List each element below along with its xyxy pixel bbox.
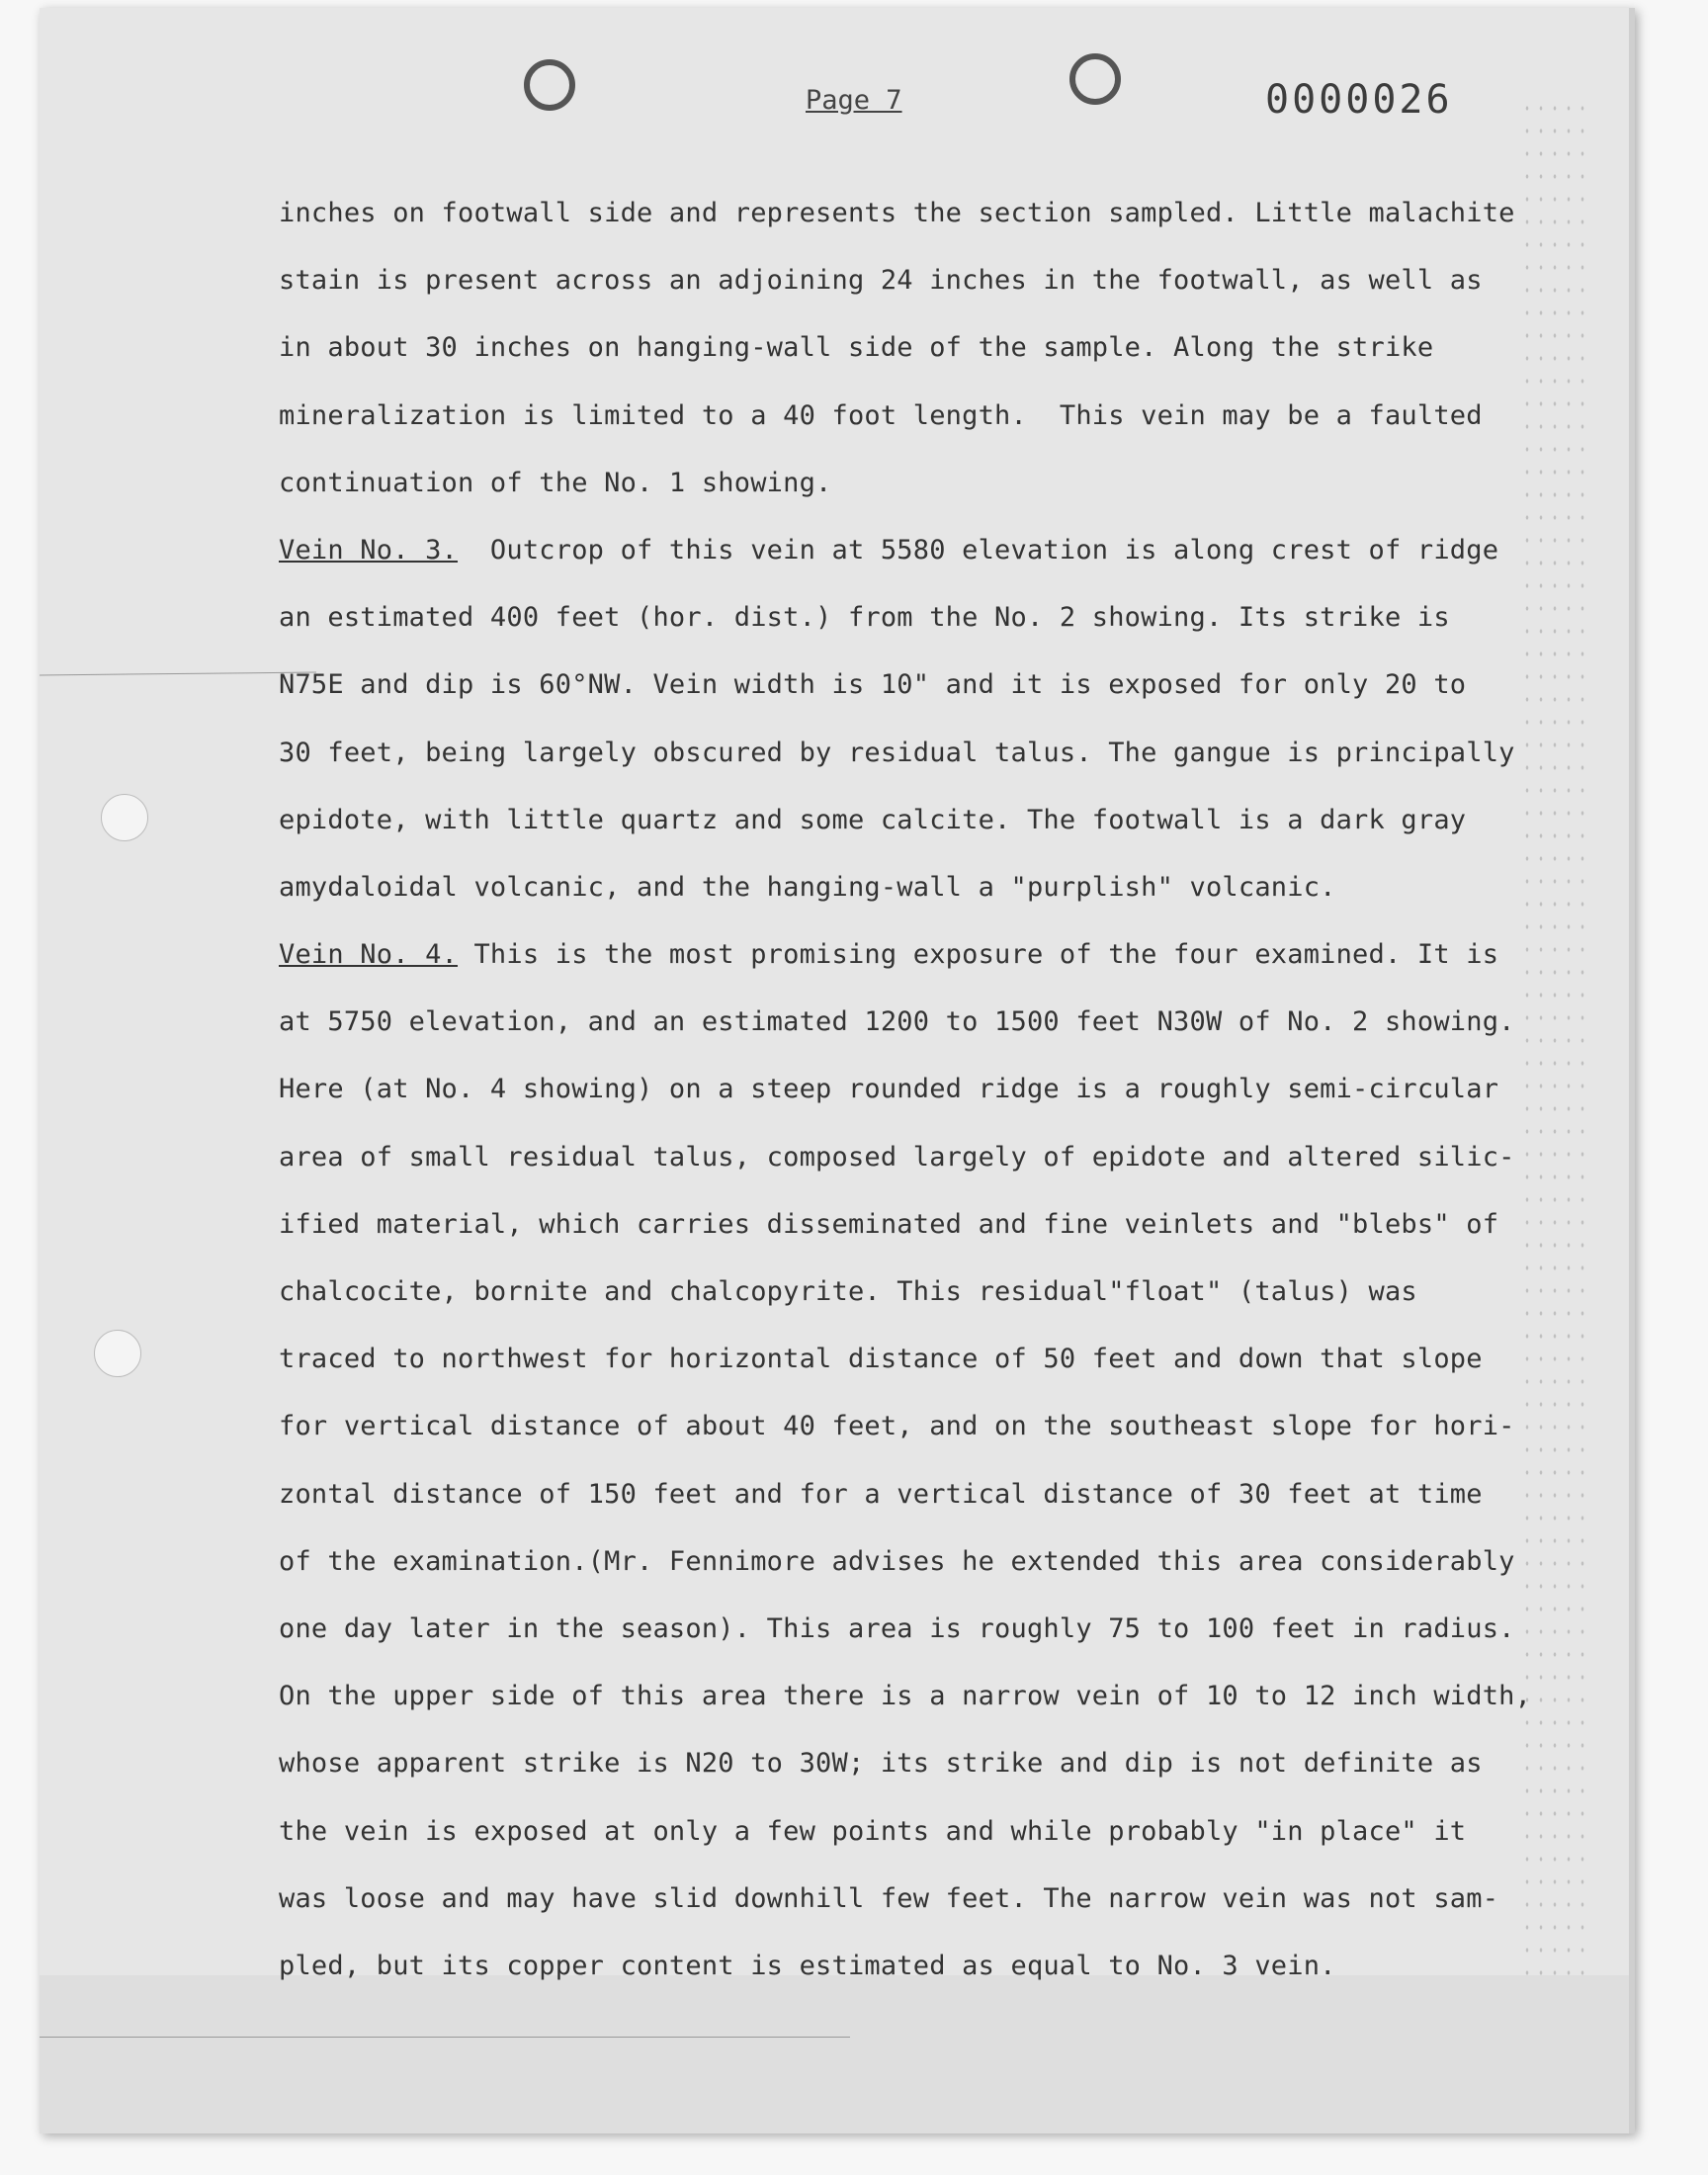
line-text: an estimated 400 feet (hor. dist.) from the No. 2 showing. Its strike is (279, 602, 1450, 634)
line-text: Outcrop of this vein at 5580 elevation is along crest of ridge (458, 534, 1499, 566)
line-text: N75E and dip is 60°NW. Vein width is 10" and it is exposed for only 20 to (279, 669, 1467, 701)
line-text: was loose and may have slid downhill few feet. The narrow vein was not sam- (279, 1882, 1499, 1914)
section-heading: Vein No. 3. (279, 534, 459, 566)
text-line (279, 652, 1593, 719)
line-text: one day later in the season). This area is roughly 75 to 100 feet in radius. (279, 1612, 1515, 1644)
line-text: pled, but its copper content is estimated as equal to No. 3 vein. (279, 1950, 1336, 1981)
line-text: stain is present across an adjoining 24 inches in the footwall, as well as (279, 265, 1483, 297)
line-text: On the upper side of this area there is a narrow vein of 10 to 12 inch width, (279, 1681, 1532, 1712)
text-line (279, 921, 1593, 989)
line-text: mineralization is limited to a 40 foot length. This vein may be a faulted (279, 399, 1483, 431)
text-line (279, 180, 1593, 247)
text-line (279, 247, 1593, 314)
text-line (279, 1326, 1593, 1393)
document-body (279, 180, 1593, 2000)
text-line (279, 1461, 1593, 1528)
text-line (279, 450, 1593, 517)
page-number: Page 7 (806, 85, 902, 116)
text-line (279, 1056, 1593, 1123)
line-text: in about 30 inches on hanging-wall side of the sample. Along the strike (279, 332, 1434, 364)
line-text: for vertical distance of about 40 feet, and on the southeast slope for hori- (279, 1411, 1515, 1442)
text-line (279, 1191, 1593, 1259)
text-line (279, 1730, 1593, 1797)
text-line (279, 854, 1593, 921)
line-text: Here (at No. 4 showing) on a steep rounded ridge is a roughly semi-circular (279, 1074, 1499, 1105)
line-text: of the examination.(Mr. Fennimore advises he extended this area considerably (279, 1545, 1515, 1577)
line-text: traced to northwest for horizontal distance of 50 feet and down that slope (279, 1344, 1483, 1375)
text-line (279, 314, 1593, 382)
text-line (279, 989, 1593, 1056)
line-text: zontal distance of 150 feet and for a vertical distance of 30 feet at time (279, 1478, 1483, 1510)
text-line (279, 1528, 1593, 1596)
text-line (279, 1259, 1593, 1326)
text-line (279, 1124, 1593, 1191)
punch-hole-upper (101, 794, 148, 841)
document-number: 0000026 (1265, 77, 1453, 123)
line-text: ified material, which carries disseminated and fine veinlets and "blebs" of (279, 1208, 1499, 1240)
line-text: inches on footwall side and represents the section sampled. Little malachite (279, 198, 1515, 228)
line-text: continuation of the No. 1 showing. (279, 467, 832, 498)
line-text: 30 feet, being largely obscured by residual talus. The gangue is principally (279, 737, 1515, 768)
text-line (279, 1393, 1593, 1460)
document-page (40, 8, 1635, 2133)
line-text: amydaloidal volcanic, and the hanging-wall a "purplish" volcanic. (279, 871, 1336, 903)
line-text: chalcocite, bornite and chalcopyrite. This residual"float" (talus) was (279, 1276, 1417, 1307)
line-text: epidote, with little quartz and some calcite. The footwall is a dark gray (279, 804, 1467, 835)
text-line (279, 1933, 1593, 2000)
text-line (279, 1798, 1593, 1866)
punch-hole-lower (94, 1330, 141, 1377)
text-line (279, 787, 1593, 854)
line-text: This is the most promising exposure of the four examined. It is (458, 939, 1499, 971)
line-text: whose apparent strike is N20 to 30W; its strike and dip is not definite as (279, 1748, 1483, 1780)
page-header (40, 77, 1629, 136)
text-line (279, 517, 1593, 584)
section-heading: Vein No. 4. (279, 939, 459, 971)
text-line (279, 1866, 1593, 1933)
text-line (279, 1663, 1593, 1730)
line-text: at 5750 elevation, and an estimated 1200 to 1500 feet N30W of No. 2 showing. (279, 1006, 1515, 1038)
scan-crease-line (40, 672, 316, 676)
line-text: area of small residual talus, composed largely of epidote and altered silic- (279, 1141, 1515, 1173)
text-line (279, 720, 1593, 787)
text-line (279, 584, 1593, 652)
line-text: the vein is exposed at only a few points and while probably "in place" it (279, 1815, 1467, 1847)
text-line (279, 1596, 1593, 1663)
scan-crease-line-bottom (40, 2037, 850, 2038)
text-line (279, 383, 1593, 450)
